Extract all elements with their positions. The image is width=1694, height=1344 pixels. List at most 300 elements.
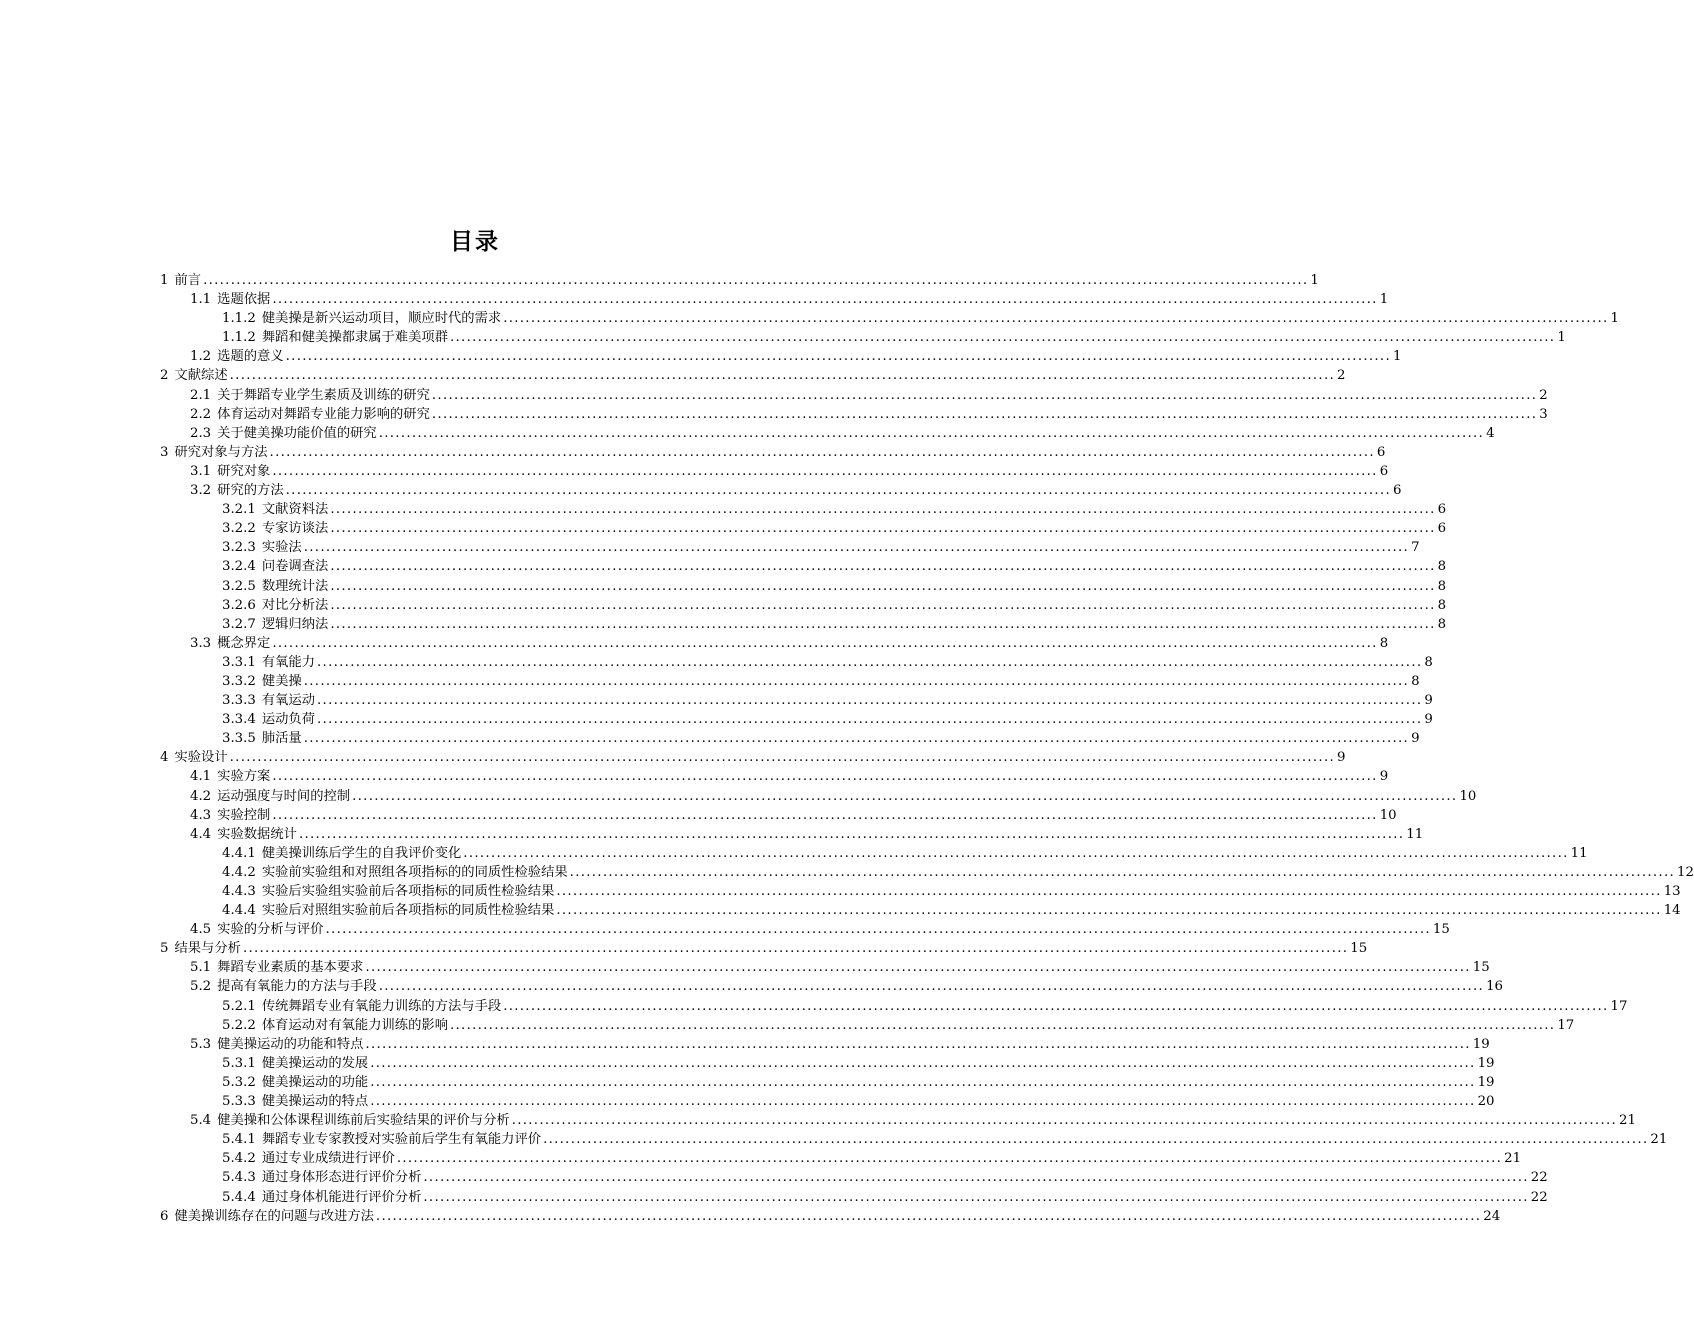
toc-entry-page-number: 20 — [1477, 1094, 1495, 1110]
dot-leader: ........................................................................................................................................................................................................ — [511, 1113, 1618, 1129]
toc-entry-number: 4.2 — [190, 788, 212, 804]
toc-entry-label — [222, 729, 302, 748]
toc-entry-label — [190, 405, 430, 424]
toc-entry-page-number: 15 — [1472, 960, 1490, 976]
dot-leader: ........................................................................................................................................................................................................ — [556, 903, 1662, 919]
toc-entry-page-number: 21 — [1650, 1132, 1668, 1148]
dot-leader: ........................................................................................................................................................................................................ — [203, 273, 1309, 288]
toc-entry[interactable] — [160, 1035, 1490, 1054]
toc-entry-text: 舞蹈专业素质的基本要求 — [217, 960, 364, 976]
toc-entry-page-number: 19 — [1477, 1074, 1495, 1090]
dot-leader: ........................................................................................................................................................................................................ — [569, 864, 1676, 880]
toc-entry-page-number: 11 — [1570, 845, 1588, 861]
toc-entry-text: 文献资料法 — [261, 502, 329, 518]
toc-entry[interactable] — [160, 615, 1447, 634]
toc-entry-number: 2.1 — [190, 387, 212, 403]
toc-entry[interactable] — [160, 1054, 1495, 1073]
toc-entry-page-number: 13 — [1663, 884, 1681, 899]
dot-leader: ........................................................................................................................................................................................................ — [450, 1017, 1556, 1033]
toc-entry[interactable] — [160, 729, 1420, 748]
toc-entry-page-number: 19 — [1477, 1055, 1495, 1071]
toc-entry-text: 研究对象与方法 — [174, 444, 268, 460]
toc-entry-page-number: 22 — [1530, 1170, 1548, 1186]
toc-entry-page-number: 1 — [1610, 311, 1619, 327]
toc-entry[interactable] — [160, 882, 1681, 901]
toc-entry-label — [190, 462, 270, 481]
dot-leader: ........................................................................................................................................................................................................ — [503, 311, 1609, 327]
dot-leader: ........................................................................................................................................................................................................ — [556, 884, 1662, 899]
toc-entry-page-number: 9 — [1424, 693, 1433, 709]
toc-entry-number: 5.2 — [190, 979, 212, 995]
toc-entry-label — [160, 443, 268, 462]
toc-entry-text: 研究对象 — [217, 463, 271, 479]
toc-entry-label — [190, 290, 270, 309]
toc-entry[interactable] — [160, 1149, 1522, 1168]
toc-entry-page-number: 1 — [1557, 330, 1566, 346]
toc-entry-page-number: 1 — [1310, 273, 1319, 288]
toc-entry-label — [222, 997, 501, 1016]
toc-entry-number: 4.4.1 — [222, 845, 256, 861]
toc-entry-text: 逻辑归纳法 — [261, 616, 329, 632]
toc-entry-number: 3.2.3 — [222, 540, 256, 556]
toc-entry[interactable] — [160, 596, 1447, 615]
toc-entry-number: 1.1 — [190, 292, 212, 308]
toc-entry-text: 健美操运动的功能 — [261, 1074, 369, 1090]
dot-leader: ........................................................................................................................................................................................................ — [396, 1151, 1503, 1167]
toc-entry-label — [160, 1207, 374, 1226]
dot-leader: ........................................................................................................................................................................................................ — [463, 845, 1569, 861]
toc-entry[interactable] — [160, 1130, 1668, 1149]
toc-entry[interactable] — [160, 653, 1433, 672]
toc-entry[interactable] — [160, 672, 1420, 691]
toc-entry-label — [190, 767, 270, 786]
toc-entry-text: 关于舞蹈专业学生素质及训练的研究 — [217, 387, 430, 403]
toc-entry-page-number: 1 — [1379, 292, 1389, 308]
dot-leader: ........................................................................................................................................................................................................ — [285, 349, 1391, 365]
toc-entry-label — [190, 1111, 510, 1130]
toc-entry-label — [222, 901, 554, 920]
dot-leader: ........................................................................................................................................................................................................ — [370, 1094, 1476, 1110]
toc-entry[interactable] — [160, 1111, 1636, 1130]
dot-leader: ........................................................................................................................................................................................................ — [285, 483, 1391, 499]
toc-entry-page-number: 16 — [1486, 979, 1503, 995]
dot-leader: ........................................................................................................................................................................................................ — [272, 807, 1378, 823]
toc-entry[interactable] — [160, 825, 1424, 844]
toc-entry-number: 6 — [160, 1208, 169, 1224]
dot-leader: ........................................................................................................................................................................................................ — [378, 425, 1485, 441]
toc-entry-number: 3.3.2 — [222, 673, 256, 689]
toc-entry-number: 5.3.2 — [222, 1074, 256, 1090]
toc-entry-label — [222, 653, 315, 672]
toc-entry-page-number: 6 — [1379, 463, 1389, 479]
toc-entry-page-number: 8 — [1424, 654, 1433, 670]
toc-entry-label — [222, 691, 315, 710]
toc-entry-page-number: 17 — [1610, 998, 1628, 1014]
toc-entry-page-number: 24 — [1483, 1208, 1501, 1224]
toc-entry-label — [222, 672, 302, 691]
toc-entry-label — [222, 844, 461, 863]
dot-leader: ........................................................................................................................................................................................................ — [378, 979, 1485, 995]
toc-entry[interactable] — [160, 634, 1389, 653]
toc-entry[interactable] — [160, 1092, 1495, 1111]
dot-leader: ........................................................................................................................................................................................................ — [298, 826, 1405, 842]
toc-entry-text: 舞蹈和健美操都隶属于难美项群 — [261, 330, 448, 346]
toc-entry-label — [222, 596, 328, 615]
toc-entry-label — [222, 1168, 421, 1187]
dot-leader: ........................................................................................................................................................................................................ — [272, 463, 1378, 479]
toc-entry-text: 专家访谈法 — [261, 521, 329, 537]
toc-entry-number: 1.1.2 — [222, 311, 256, 327]
toc-entry-label — [222, 519, 328, 538]
toc-entry-number: 4.4.2 — [222, 864, 256, 880]
dot-leader: ........................................................................................................................................................................................................ — [330, 559, 1436, 575]
toc-entry-page-number: 12 — [1677, 864, 1694, 880]
toc-entry-page-number: 8 — [1437, 616, 1447, 632]
dot-leader: ........................................................................................................................................................................................................ — [375, 1208, 1482, 1224]
toc-entry-number: 3.2.4 — [222, 559, 256, 575]
toc-entry-number: 3.3.3 — [222, 693, 256, 709]
dot-leader: ........................................................................................................................................................................................................ — [229, 750, 1335, 766]
toc-entry[interactable] — [160, 309, 1619, 328]
toc-entry-text: 健美操运动的特点 — [261, 1094, 369, 1110]
toc-entry-number: 2.3 — [190, 425, 212, 441]
toc-entry[interactable] — [160, 386, 1548, 405]
toc-entry-page-number: 9 — [1379, 769, 1389, 785]
toc-entry-text: 选题依据 — [217, 292, 271, 308]
toc-entry-page-number: 1 — [1392, 349, 1402, 365]
toc-entry-number: 3 — [160, 444, 169, 460]
toc-entry-number: 5 — [160, 941, 169, 957]
toc-entry-label — [222, 500, 328, 519]
toc-entry-label — [190, 977, 377, 996]
toc-entry-label — [190, 920, 324, 939]
toc-entry-text: 通过专业成绩进行评价 — [261, 1151, 395, 1167]
toc-entry-label — [222, 710, 315, 729]
toc-entry-page-number: 21 — [1504, 1151, 1522, 1167]
dot-leader: ........................................................................................................................................................................................................ — [365, 960, 1471, 976]
toc-entry[interactable] — [160, 958, 1490, 977]
toc-entry-page-number: 6 — [1437, 521, 1447, 537]
toc-entry[interactable] — [160, 710, 1433, 729]
toc-entry[interactable] — [160, 328, 1566, 347]
toc-entry-number: 5.2.2 — [222, 1017, 256, 1033]
toc-entry-text: 体育运动对舞蹈专业能力影响的研究 — [217, 406, 430, 422]
toc-entry-number: 2 — [160, 368, 169, 384]
toc-entry-number: 1.1.2 — [222, 330, 256, 346]
toc-entry[interactable] — [160, 557, 1447, 576]
toc-entry-label — [222, 1054, 368, 1073]
toc-entry-page-number: 8 — [1437, 578, 1447, 594]
toc-entry-number: 5.1 — [190, 960, 212, 976]
toc-entry-label — [190, 1035, 363, 1054]
toc-entry-text: 实验控制 — [217, 807, 271, 823]
toc-entry-page-number: 15 — [1432, 922, 1450, 938]
toc-entry-number: 1.2 — [190, 349, 212, 365]
toc-entry-text: 有氧运动 — [261, 693, 316, 709]
dot-leader: ........................................................................................................................................................................................................ — [303, 540, 1410, 556]
toc-entry[interactable] — [160, 806, 1397, 825]
dot-leader: ........................................................................................................................................................................................................ — [503, 998, 1609, 1014]
toc-entry-label — [222, 1073, 368, 1092]
toc-entry-label — [222, 309, 501, 328]
dot-leader: ........................................................................................................................................................................................................ — [330, 578, 1436, 594]
toc-entry-page-number: 19 — [1472, 1036, 1490, 1052]
toc-entry-label — [190, 481, 284, 500]
toc-entry-text: 通过身体形态进行评价分析 — [261, 1170, 422, 1186]
toc-entry[interactable] — [160, 939, 1368, 958]
toc-entry-number: 3.2.6 — [222, 597, 256, 613]
toc-entry-page-number: 11 — [1406, 826, 1424, 842]
toc-entry-text: 健美操和公体课程训练前后实验结果的评价与分析 — [217, 1113, 510, 1129]
dot-leader: ........................................................................................................................................................................................................ — [272, 769, 1378, 785]
dot-leader: ........................................................................................................................................................................................................ — [317, 712, 1423, 728]
toc-entry-number: 5.4 — [190, 1113, 212, 1129]
toc-entry-label — [160, 366, 228, 385]
toc-entry-text: 有氧能力 — [261, 654, 316, 670]
dot-leader: ........................................................................................................................................................................................................ — [317, 693, 1423, 709]
dot-leader: ........................................................................................................................................................................................................ — [450, 330, 1556, 346]
toc-entry-number: 5.3.3 — [222, 1094, 256, 1110]
toc-entry-label — [190, 347, 284, 366]
dot-leader: ........................................................................................................................................................................................................ — [330, 616, 1436, 632]
toc-entry-label — [222, 863, 568, 882]
toc-entry-number: 4.1 — [190, 769, 212, 785]
toc-entry-number: 3.2.5 — [222, 578, 256, 594]
toc-entry-number: 3.3 — [190, 635, 212, 651]
toc-entry-label — [190, 634, 270, 653]
toc-entry-label — [222, 1149, 395, 1168]
toc-entry[interactable] — [160, 1207, 1501, 1226]
page-title: 目录 — [450, 229, 500, 255]
toc-entry-page-number: 2 — [1539, 387, 1548, 403]
toc-entry-page-number: 8 — [1437, 559, 1447, 575]
toc-entry-label — [222, 557, 328, 576]
toc-entry-number: 3.2.1 — [222, 502, 256, 518]
dot-leader: ........................................................................................................................................................................................................ — [303, 731, 1410, 747]
toc-entry-number: 5.4.2 — [222, 1151, 256, 1167]
toc-entry[interactable] — [160, 405, 1548, 424]
dot-leader: ........................................................................................................................................................................................................ — [330, 502, 1436, 518]
table-of-contents — [160, 271, 1694, 1226]
toc-entry-text: 健美操训练后学生的自我评价变化 — [261, 845, 462, 861]
toc-entry-text: 实验方案 — [217, 769, 271, 785]
toc-entry-number: 5.3.1 — [222, 1055, 256, 1071]
toc-entry-number: 3.1 — [190, 463, 212, 479]
dot-leader: ........................................................................................................................................................................................................ — [330, 597, 1436, 613]
toc-entry-number: 1 — [160, 273, 169, 288]
toc-entry-label — [190, 386, 430, 405]
toc-entry-label — [222, 1188, 421, 1207]
toc-entry-page-number: 8 — [1437, 597, 1447, 613]
toc-entry-number: 5.4.4 — [222, 1189, 256, 1205]
toc-entry-page-number: 8 — [1411, 673, 1420, 689]
toc-entry[interactable] — [160, 347, 1402, 366]
toc-entry-text: 体育运动对有氧能力训练的影响 — [261, 1017, 448, 1033]
toc-entry-page-number: 9 — [1337, 750, 1346, 766]
toc-entry-page-number: 21 — [1619, 1113, 1636, 1129]
toc-entry[interactable] — [160, 519, 1447, 538]
toc-entry-number: 3.2.2 — [222, 521, 256, 537]
toc-entry-text: 选题的意义 — [217, 349, 284, 365]
dot-leader: ........................................................................................................................................................................................................ — [269, 444, 1375, 460]
toc-entry-number: 3.3.5 — [222, 731, 256, 747]
toc-entry-label — [190, 806, 270, 825]
toc-entry[interactable] — [160, 844, 1588, 863]
toc-entry-text: 问卷调查法 — [261, 559, 329, 575]
toc-entry-page-number: 14 — [1663, 903, 1681, 919]
toc-entry[interactable] — [160, 997, 1628, 1016]
dot-leader: ........................................................................................................................................................................................................ — [317, 654, 1423, 670]
toc-entry-text: 文献综述 — [174, 368, 228, 384]
toc-entry-number: 3.2.7 — [222, 616, 256, 632]
toc-entry-text: 关于健美操功能价值的研究 — [217, 425, 377, 441]
toc-entry-number: 4.4.4 — [222, 903, 256, 919]
toc-entry-text: 提高有氧能力的方法与手段 — [217, 979, 377, 995]
toc-entry[interactable] — [160, 462, 1389, 481]
toc-entry[interactable] — [160, 271, 1319, 290]
toc-entry[interactable] — [160, 1073, 1495, 1092]
dot-leader: ........................................................................................................................................................................................................ — [423, 1170, 1529, 1186]
toc-entry-text: 实验数据统计 — [217, 826, 297, 842]
toc-entry-page-number: 3 — [1539, 406, 1548, 422]
toc-entry-text: 健美操是新兴运动项目，顺应时代的需求 — [261, 311, 502, 327]
toc-entry-number: 4.4.3 — [222, 884, 256, 899]
toc-entry-page-number: 7 — [1411, 540, 1420, 556]
toc-entry-label — [190, 787, 350, 806]
toc-entry[interactable] — [160, 863, 1694, 882]
toc-entry-label — [222, 882, 554, 901]
dot-leader: ........................................................................................................................................................................................................ — [431, 406, 1538, 422]
toc-entry-label — [160, 748, 228, 767]
toc-entry-number: 4.3 — [190, 807, 212, 823]
dot-leader: ........................................................................................................................................................................................................ — [352, 788, 1458, 804]
toc-entry-label — [222, 1092, 368, 1111]
toc-entry-page-number: 6 — [1376, 444, 1386, 460]
toc-entry-text: 实验前实验组和对照组各项指标的的同质性检验结果 — [261, 864, 568, 880]
toc-entry-page-number: 10 — [1379, 807, 1397, 823]
toc-entry-text: 健美操 — [261, 673, 302, 689]
toc-entry-text: 实验设计 — [174, 750, 228, 766]
toc-entry[interactable] — [160, 1016, 1575, 1035]
toc-entry-text: 实验法 — [261, 540, 302, 556]
dot-leader: ........................................................................................................................................................................................................ — [423, 1189, 1529, 1205]
toc-entry-page-number: 6 — [1437, 502, 1447, 518]
toc-entry-text: 健美操运动的功能和特点 — [217, 1036, 364, 1052]
toc-entry-text: 数理统计法 — [261, 578, 329, 594]
toc-entry[interactable] — [160, 767, 1389, 786]
toc-entry-number: 5.2.1 — [222, 998, 256, 1014]
toc-entry[interactable] — [160, 748, 1346, 767]
toc-entry-text: 肺活量 — [261, 731, 302, 747]
toc-entry[interactable] — [160, 366, 1346, 385]
dot-leader: ........................................................................................................................................................................................................ — [272, 635, 1378, 651]
toc-entry-number: 2.2 — [190, 406, 212, 422]
toc-entry-text: 研究的方法 — [217, 483, 284, 499]
toc-entry-text: 结果与分析 — [174, 941, 241, 957]
toc-entry-label — [222, 615, 328, 634]
dot-leader: ........................................................................................................................................................................................................ — [431, 387, 1538, 403]
dot-leader: ........................................................................................................................................................................................................ — [330, 521, 1436, 537]
toc-entry-label — [222, 1130, 541, 1149]
toc-entry-page-number: 15 — [1350, 941, 1368, 957]
toc-entry-number: 5.4.1 — [222, 1132, 256, 1148]
dot-leader: ........................................................................................................................................................................................................ — [242, 941, 1349, 957]
dot-leader: ........................................................................................................................................................................................................ — [272, 292, 1378, 308]
toc-entry[interactable] — [160, 920, 1450, 939]
toc-entry-page-number: 4 — [1486, 425, 1495, 441]
dot-leader: ........................................................................................................................................................................................................ — [543, 1132, 1649, 1148]
toc-entry-text: 通过身体机能进行评价分析 — [261, 1189, 422, 1205]
toc-entry-page-number: 9 — [1424, 712, 1433, 728]
toc-entry-text: 对比分析法 — [261, 597, 329, 613]
toc-entry[interactable] — [160, 901, 1681, 920]
toc-entry-text: 实验后实验组实验前后各项指标的同质性检验结果 — [261, 884, 555, 899]
toc-entry-number: 4 — [160, 750, 169, 766]
dot-leader: ........................................................................................................................................................................................................ — [229, 368, 1335, 384]
toc-entry[interactable] — [160, 977, 1503, 996]
toc-entry[interactable] — [160, 787, 1477, 806]
toc-entry-text: 舞蹈专业专家教授对实验前后学生有氧能力评价 — [261, 1132, 542, 1148]
toc-entry-label — [222, 1016, 448, 1035]
toc-entry[interactable] — [160, 290, 1389, 309]
toc-entry-text: 健美操训练存在的问题与改进方法 — [174, 1208, 374, 1224]
toc-entry-page-number: 2 — [1337, 368, 1346, 384]
toc-entry-label — [160, 271, 201, 290]
dot-leader: ........................................................................................................................................................................................................ — [370, 1055, 1476, 1071]
toc-entry-label — [190, 825, 297, 844]
dot-leader: ........................................................................................................................................................................................................ — [370, 1074, 1476, 1090]
toc-entry-number: 3.3.4 — [222, 712, 256, 728]
toc-entry-text: 概念界定 — [217, 635, 271, 651]
toc-entry-text: 实验的分析与评价 — [217, 922, 324, 938]
toc-entry-page-number: 10 — [1459, 788, 1477, 804]
toc-entry-label — [222, 577, 328, 596]
toc-entry-label — [160, 939, 241, 958]
toc-entry[interactable] — [160, 577, 1447, 596]
toc-entry-page-number: 6 — [1392, 483, 1402, 499]
toc-entry-number: 3.3.1 — [222, 654, 256, 670]
dot-leader: ........................................................................................................................................................................................................ — [325, 922, 1431, 938]
dot-leader: ........................................................................................................................................................................................................ — [365, 1036, 1471, 1052]
toc-entry[interactable] — [160, 424, 1495, 443]
toc-entry-page-number: 17 — [1557, 1017, 1575, 1033]
toc-entry-page-number: 9 — [1411, 731, 1420, 747]
toc-entry-number: 4.5 — [190, 922, 212, 938]
toc-entry[interactable] — [160, 1188, 1548, 1207]
toc-entry[interactable] — [160, 538, 1420, 557]
toc-entry-text: 传统舞蹈专业有氧能力训练的方法与手段 — [261, 998, 502, 1014]
toc-entry-number: 5.3 — [190, 1036, 212, 1052]
toc-entry-label — [222, 538, 302, 557]
toc-entry-text: 实验后对照组实验前后各项指标的同质性检验结果 — [261, 903, 555, 919]
toc-entry-number: 4.4 — [190, 826, 212, 842]
toc-entry[interactable] — [160, 481, 1402, 500]
toc-entry-text: 运动负荷 — [261, 712, 316, 728]
toc-entry-text: 前言 — [174, 273, 202, 288]
toc-entry-label — [190, 424, 377, 443]
toc-entry-page-number: 8 — [1379, 635, 1389, 651]
toc-entry-text: 健美操运动的发展 — [261, 1055, 369, 1071]
toc-entry-text: 运动强度与时间的控制 — [217, 788, 351, 804]
dot-leader: ........................................................................................................................................................................................................ — [303, 673, 1410, 689]
toc-entry-label — [222, 328, 448, 347]
toc-entry-number: 5.4.3 — [222, 1170, 256, 1186]
toc-entry[interactable] — [160, 500, 1447, 519]
toc-entry[interactable] — [160, 1168, 1548, 1187]
toc-entry[interactable] — [160, 443, 1386, 462]
toc-entry[interactable] — [160, 691, 1433, 710]
toc-entry-label — [190, 958, 363, 977]
